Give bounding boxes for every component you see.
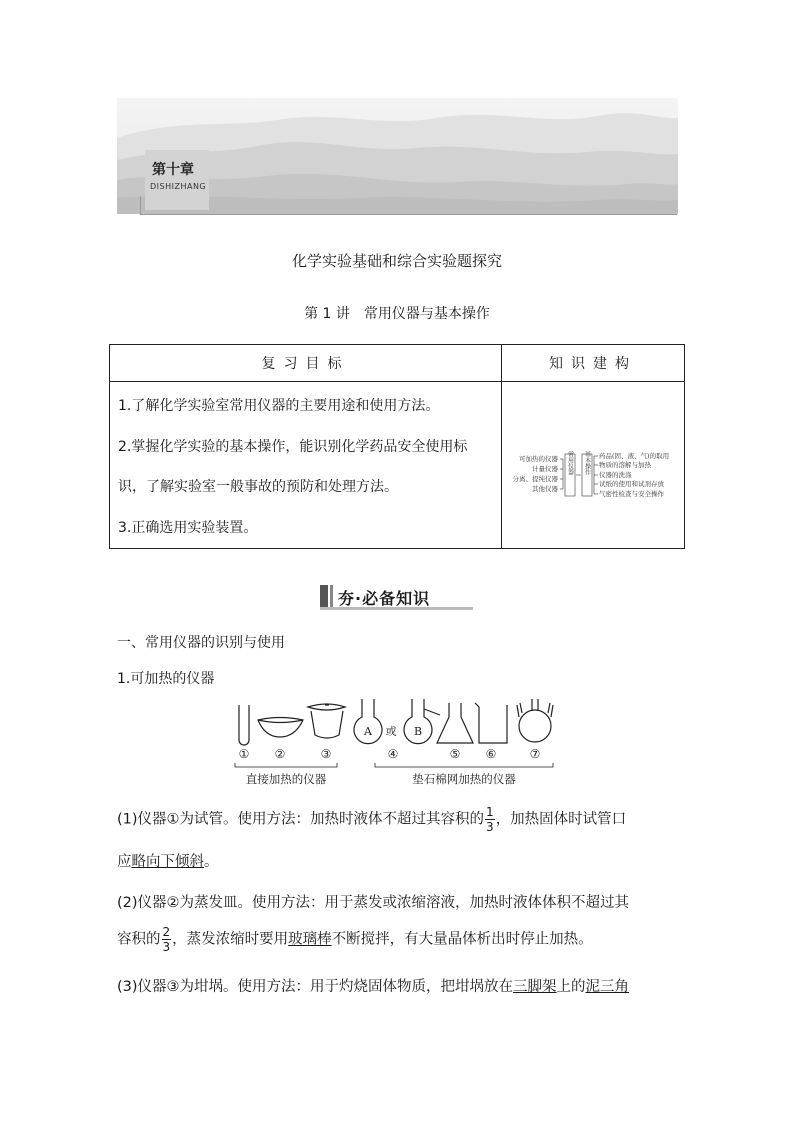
instrument-number: ⑤ (449, 747, 461, 761)
text-run: ，蒸发浓缩时要用 (172, 931, 289, 948)
kmap-center-operations: 基本操作 (583, 451, 591, 475)
underlined-answer: 玻璃棒 (288, 931, 332, 948)
evaporating-dish-icon (258, 718, 303, 738)
text-run: ，加热固体时试管口 (495, 811, 627, 828)
text-run: 容积的 (117, 931, 161, 948)
knowledge-map-diagram (503, 383, 683, 547)
kmap-header: 知识建构 (502, 345, 685, 382)
flask-b-label: B (413, 725, 423, 738)
instrument-number: ① (238, 747, 250, 761)
instrument-number: ⑥ (485, 747, 497, 761)
text-run: (2)仪器②为蒸发皿。使用方法：用于蒸发或浓缩溶液，加热时液体体积不超过其 (117, 895, 630, 911)
instrument-number: ⑦ (529, 747, 541, 761)
paragraph-evaporating-dish-line2 (117, 925, 593, 954)
flask-a-label: A (364, 725, 372, 738)
kmap-left-item: 计量仪器 (532, 465, 558, 473)
conical-flask-icon (437, 703, 473, 743)
gauze-heat-label: 垫石棉网加热的仪器 (412, 772, 516, 786)
kmap-right-item: 仪器的洗涤 (599, 471, 632, 479)
goals-header: 复习目标 (110, 345, 502, 382)
kmap-right-item: 试纸的使用和试剂存放 (599, 480, 664, 488)
paragraph-crucible (117, 975, 629, 996)
kmap-center-instruments: 常用仪器 (566, 451, 574, 475)
knowledge-map-cell (502, 382, 685, 549)
beaker-icon (475, 703, 507, 743)
instruments-figure (225, 695, 565, 795)
chapter-pinyin: DISHIZHANG (150, 182, 207, 191)
instruments-illustration (225, 695, 565, 795)
banner-divider-line (140, 214, 677, 215)
or-label: 或 (385, 725, 397, 738)
kmap-left-item: 分离、提纯仪器 (512, 475, 558, 483)
unit-title: 化学实验基础和综合实验题探究 (291, 252, 502, 270)
goal-item: 3.正确选用实验装置。 (118, 520, 258, 536)
kmap-right-item: 物质的溶解与加热 (599, 461, 651, 469)
banner-divider-tick (140, 196, 141, 214)
heading-heatable-instruments: 1.可加热的仪器 (117, 671, 215, 687)
section-heading-text: 夯·必备知识 (338, 589, 431, 608)
text-run: 。 (204, 854, 219, 870)
section-heading (320, 585, 473, 609)
instrument-number: ④ (387, 747, 399, 761)
goals-table (109, 344, 685, 549)
test-tube-icon (239, 705, 249, 745)
goal-item: 1.了解化学实验室常用仪器的主要用途和使用方法。 (118, 398, 440, 414)
underlined-answer: 三脚架 (513, 979, 557, 995)
paragraph-test-tube (117, 805, 626, 834)
text-run: 不断搅拌，有大量晶体析出时停止加热。 (331, 931, 593, 948)
underlined-answer: 略向下倾斜 (131, 854, 204, 870)
lesson-title: 第 1 讲 常用仪器与基本操作 (304, 306, 490, 322)
text-run: 上的 (556, 979, 586, 995)
instrument-number: ③ (320, 747, 332, 761)
kmap-left-item: 可加热的仪器 (519, 455, 558, 463)
instrument-number: ② (274, 747, 286, 761)
paragraph-evaporating-dish (117, 891, 629, 912)
fraction-one-third: $\frac{1}{3}$ (486, 805, 494, 834)
kmap-left-item: 其他仪器 (532, 485, 558, 493)
goals-cell (110, 382, 502, 549)
kmap-right-item: 气密性检查与安全操作 (599, 490, 664, 498)
direct-heat-label: 直接加热的仪器 (245, 772, 327, 786)
chapter-title: 第十章 (152, 162, 194, 178)
paragraph-test-tube-line2 (117, 850, 219, 871)
text-run: (1)仪器①为试管。使用方法：加热时液体不超过其容积的 (117, 811, 485, 828)
goal-item: 2.掌握化学实验的基本操作，能识别化学药品安全使用标识，了解实验室一般事故的预防和处理方法。 (118, 439, 468, 495)
kmap-right-item: 药品(固、液、气)的取用 (599, 452, 670, 460)
underlined-answer: 泥三角 (585, 979, 630, 995)
text-run: (3)仪器③为坩埚。使用方法：用于灼烧固体物质，把坩埚放在 (117, 979, 514, 995)
text-run: 应 (117, 854, 132, 870)
fraction-two-thirds: $\frac{2}{3}$ (162, 925, 171, 954)
heading-common-instruments: 一、常用仪器的识别与使用 (117, 635, 285, 651)
